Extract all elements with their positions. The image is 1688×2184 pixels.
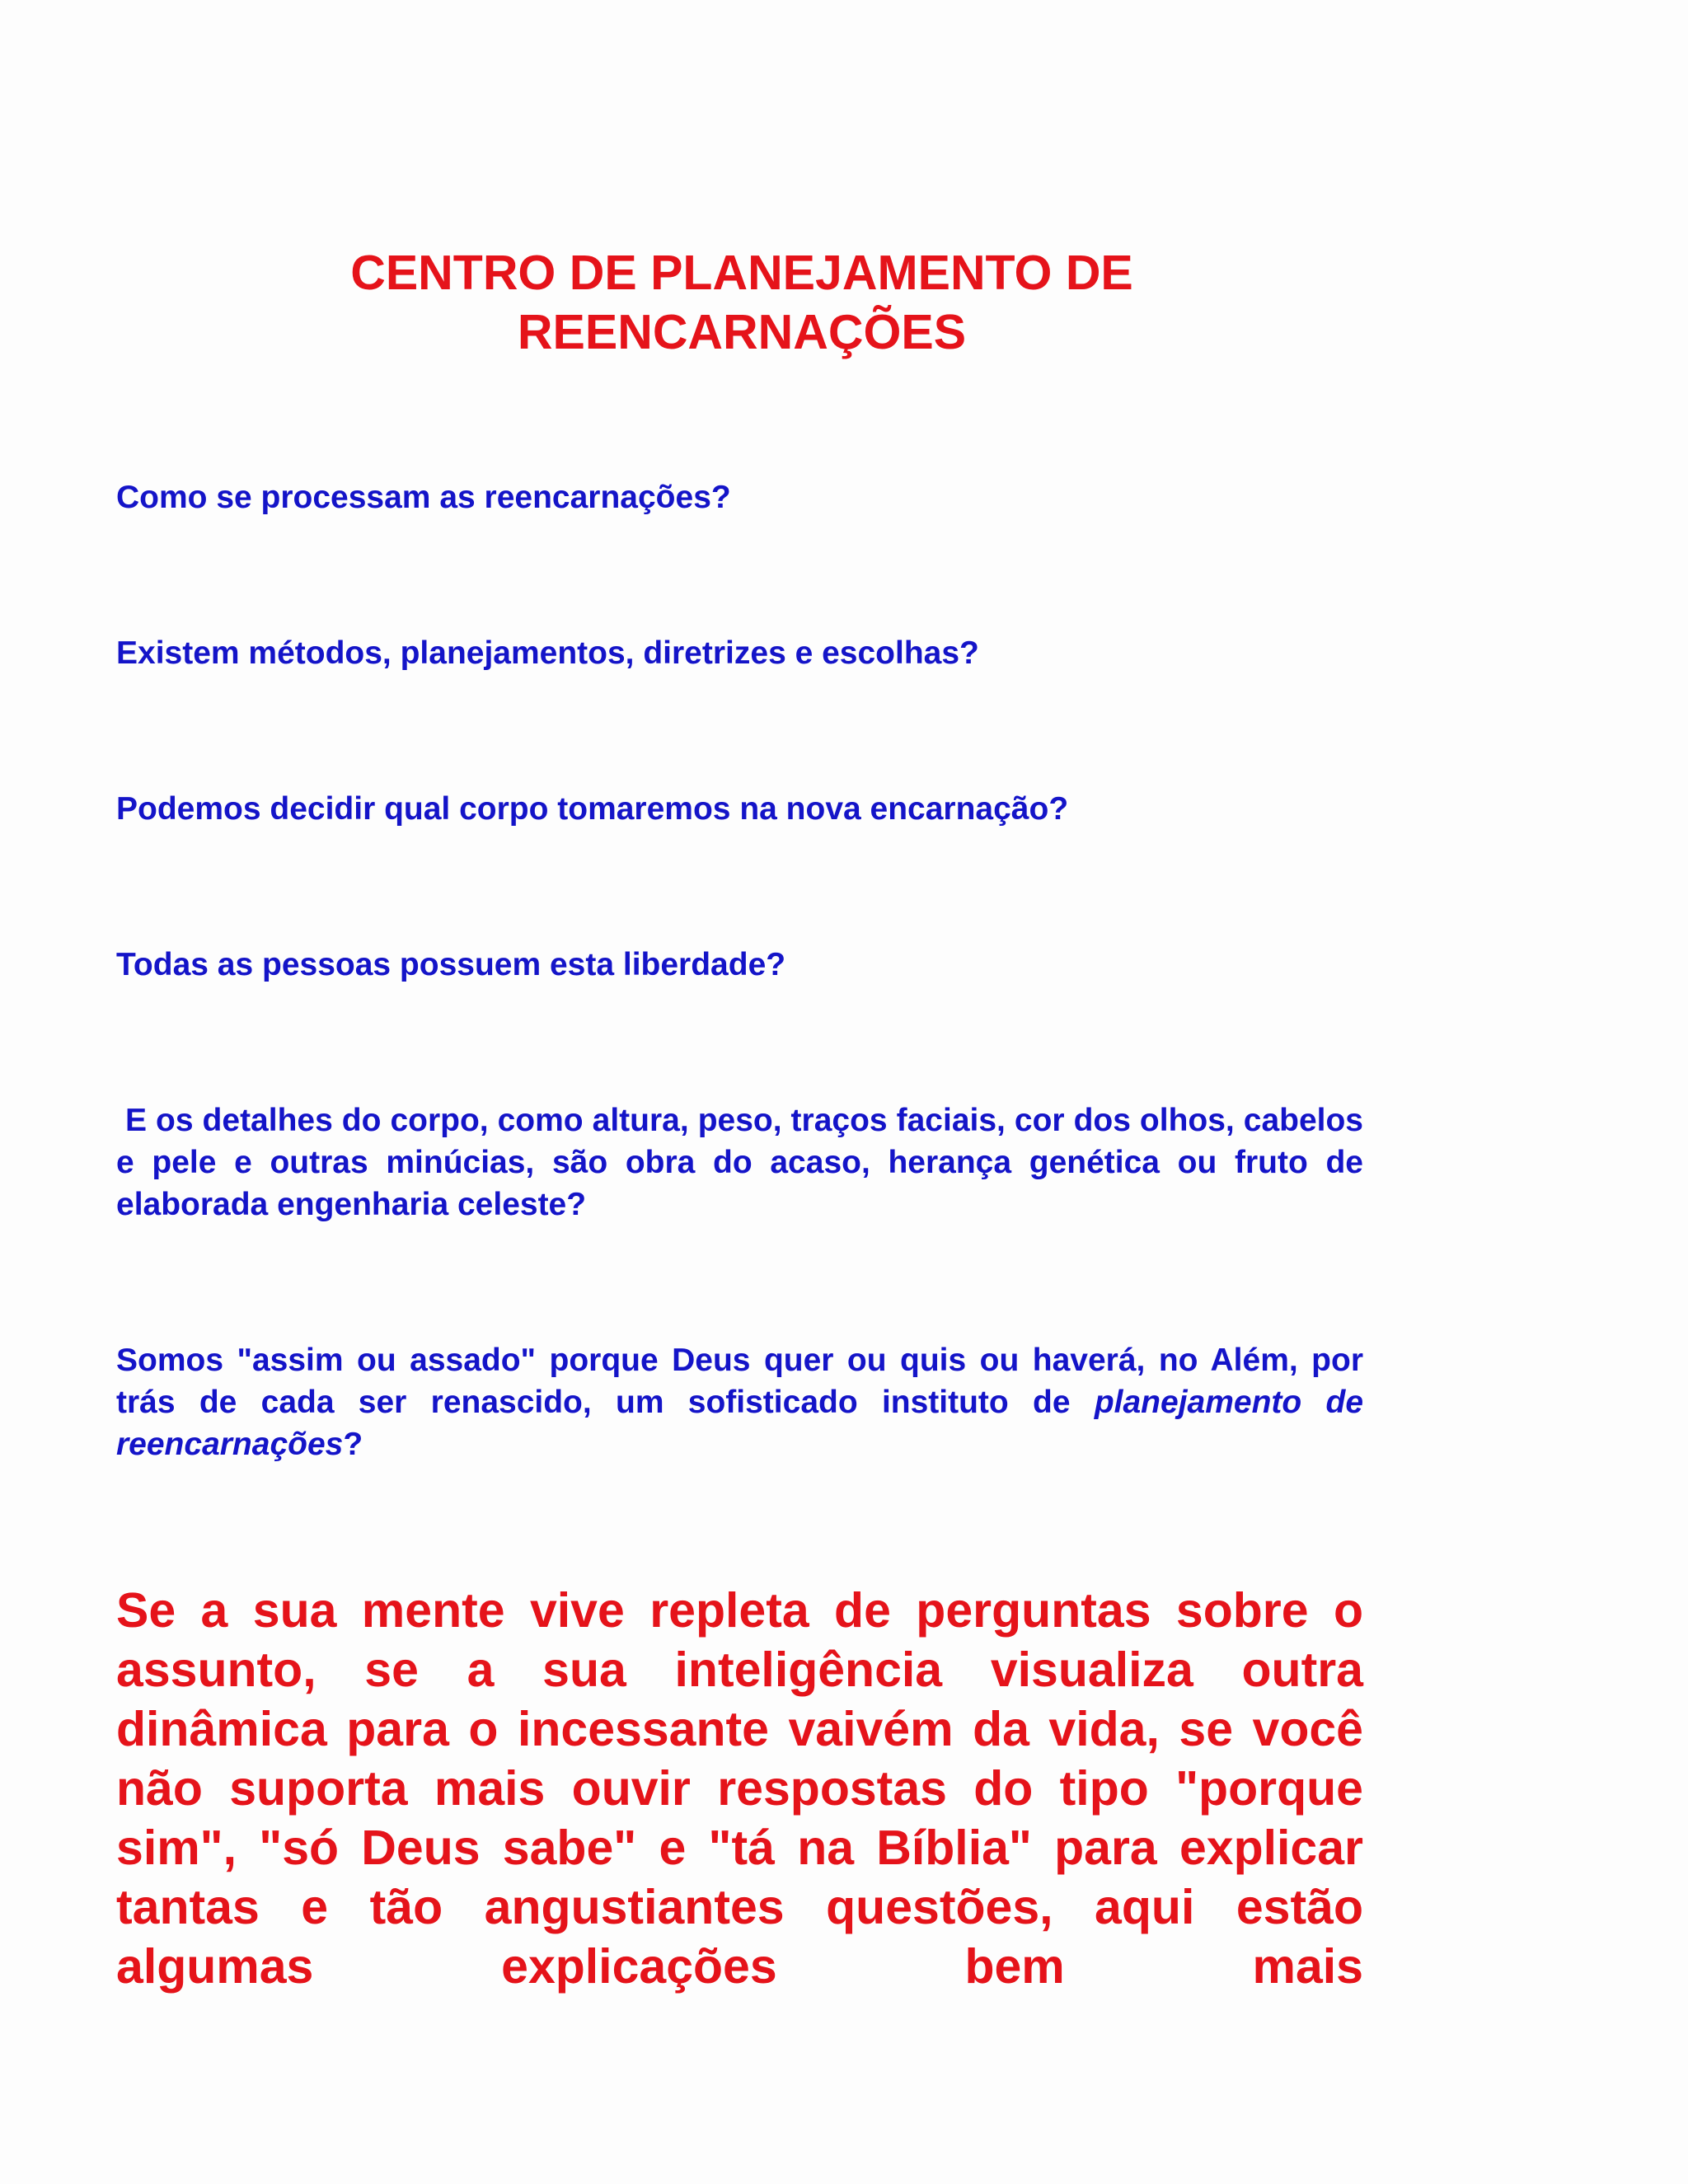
question-2: Existem métodos, planejamentos, diretrizes e escolhas? [116,635,979,671]
document-title [272,243,1212,362]
question-6-text: Somos "assim ou assado" porque Deus quer ou quis ou haverá, no Além, por trás de cada ser renascido, um sofisticado instituto de [116,1343,1363,1420]
question-6-italic: planejamento de reencarnações [116,1385,1364,1462]
intro-paragraph: Se a sua mente vive repleta de perguntas sobre o assunto, se a sua inteligência visualiza outra dinâmica para o incessante vaivém da vida, se você não suporta mais ouvir respostas do tipo "porque sim", "só Deus sabe" e "tá na Bíblia" para explicar tantas e tão angustiantes questões, aqui estão algumas explicações bem mais [116,1583,1363,1994]
question-5: E os detalhes do corpo, como altura, peso, traços faciais, cor dos olhos, cabelos e pele e outras minúcias, são obra do acaso, herança genética ou fruto de elaborada engenharia celeste? [116,1103,1372,1222]
question-6 [116,1339,1363,1465]
title-line-1: CENTRO DE PLANEJAMENTO DE [350,246,1133,300]
title-line-2: REENCARNAÇÕES [517,305,967,359]
question-6-end: ? [343,1427,363,1462]
question-4: Todas as pessoas possuem esta liberdade? [116,947,786,982]
question-1: Como se processam as reencarnações? [116,480,731,515]
question-3: Podemos decidir qual corpo tomaremos na nova encarnação? [116,791,1069,827]
